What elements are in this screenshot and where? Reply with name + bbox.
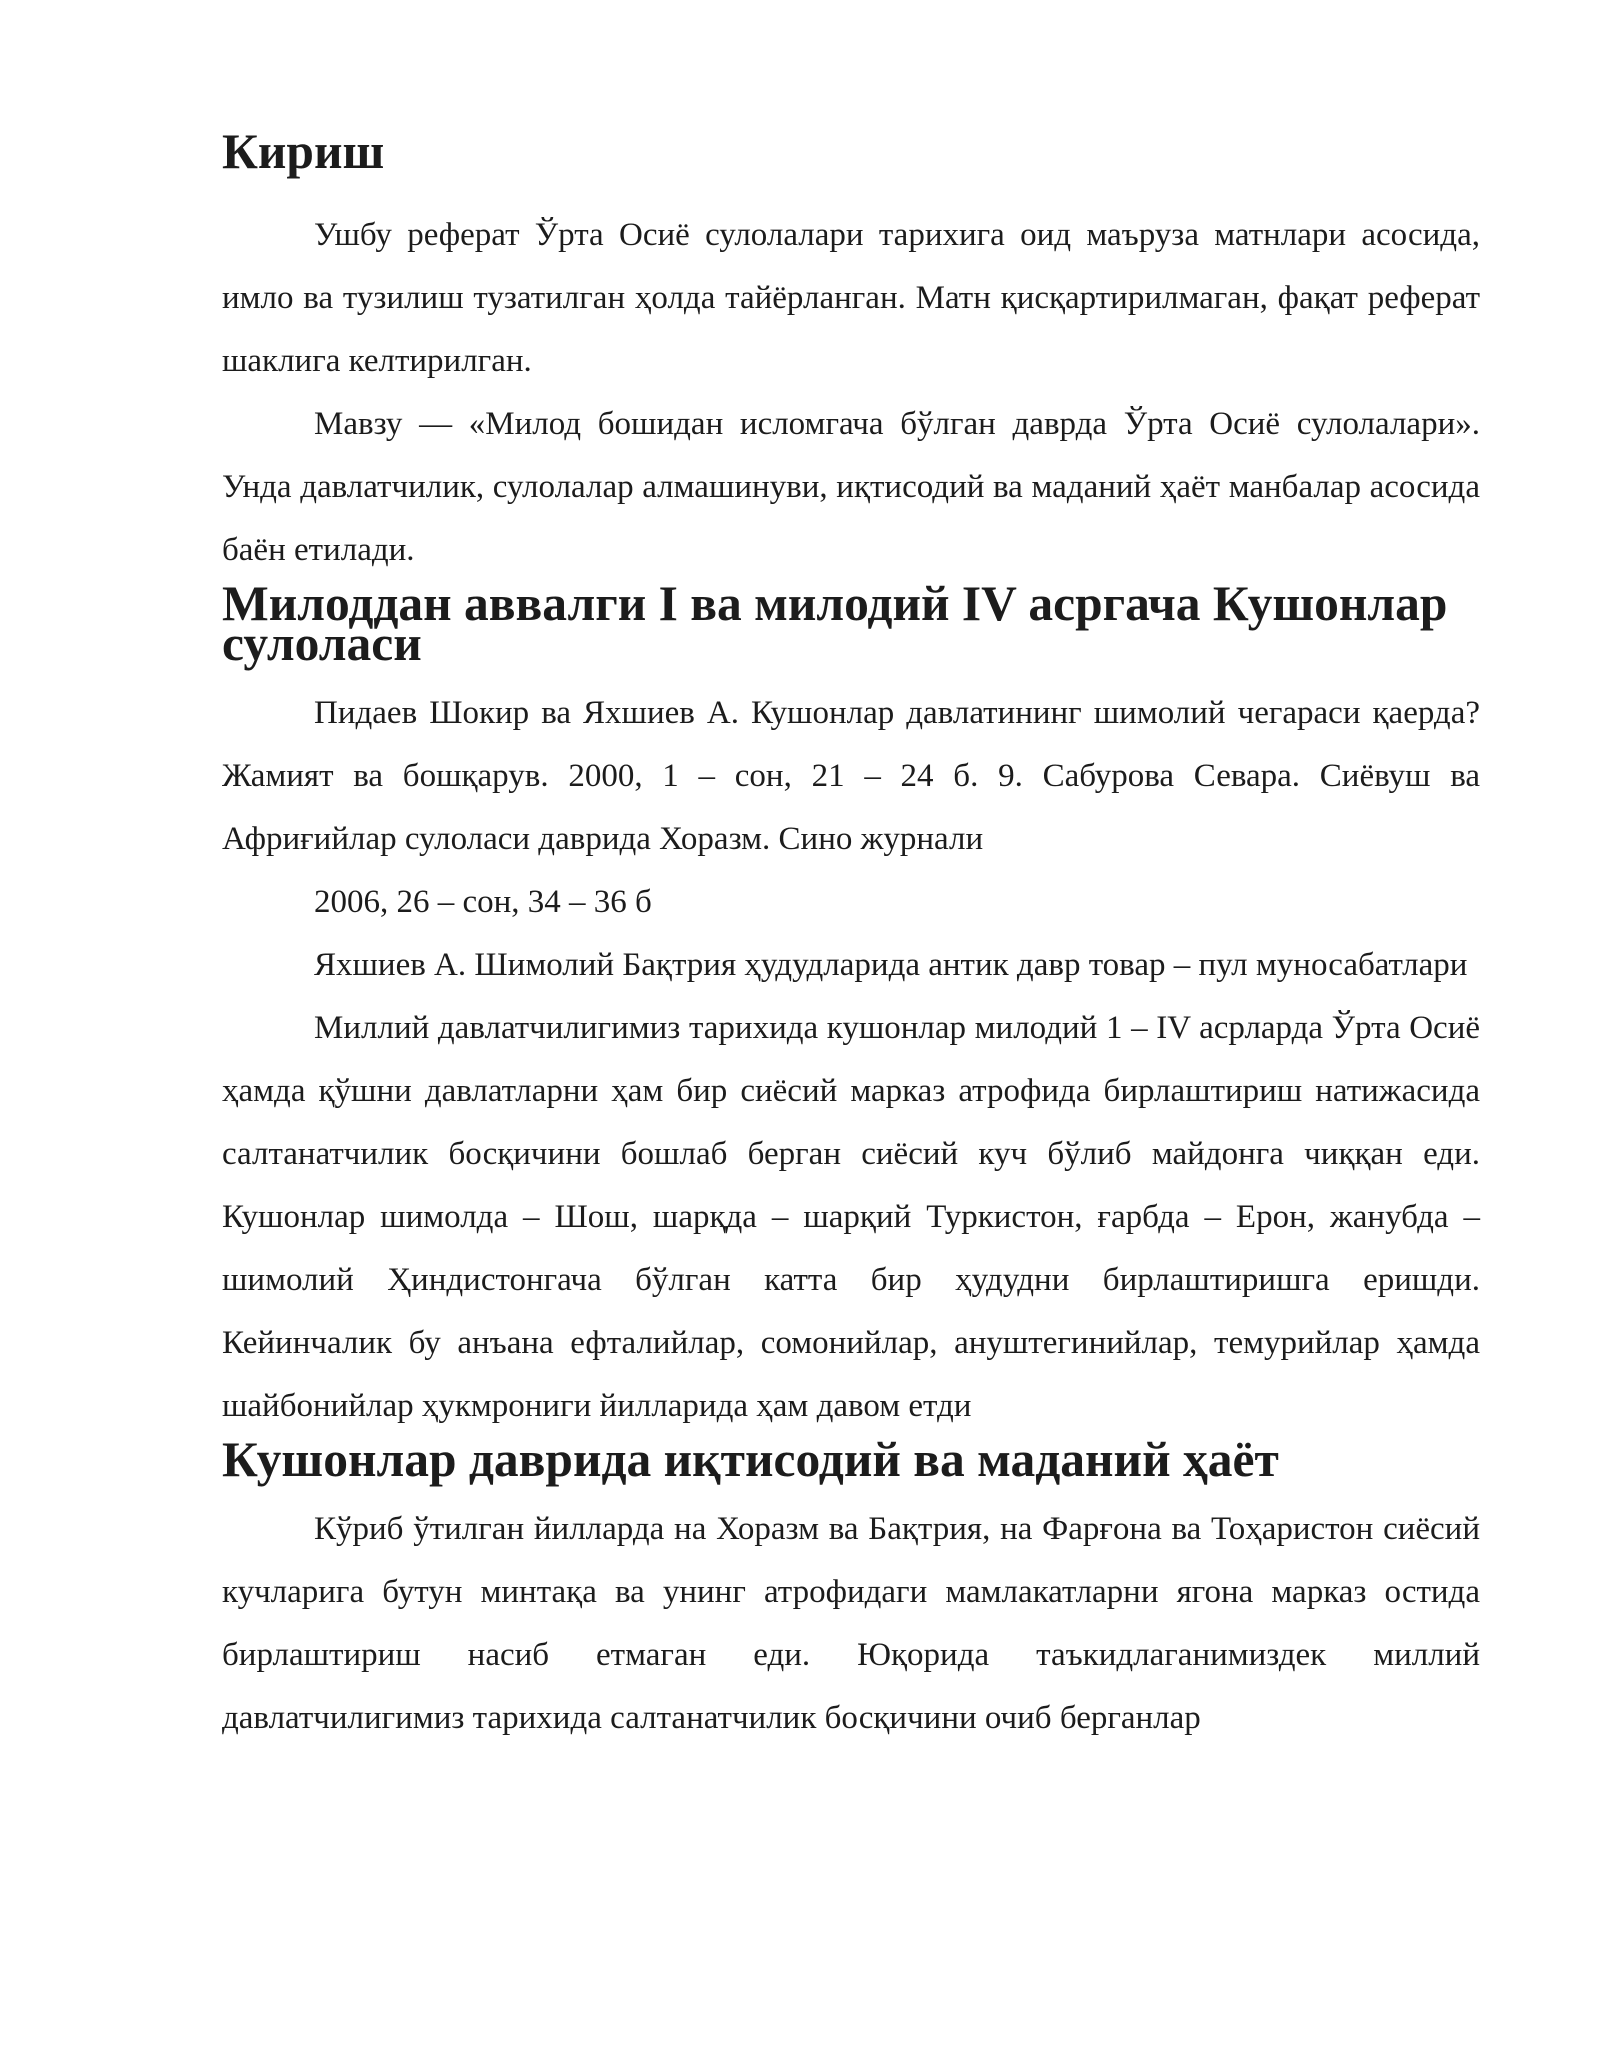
section-1-paragraph-4: Миллий давлатчилигимиз тарихида кушонлар милодий 1 – IV асрларда Ўрта Осиё ҳамда қўшни давлатларни ҳам бир сиёсий марказ атрофида бирлаштириш натижасида салтанатчилик босқичини бошлаб берган сиёсий куч бўлиб майдонга чиққан еди. Кушонлар шимолда – Шош, шарқда – шарқий Туркистон, ғарбда – Ерон, жанубда – шимолий Ҳиндистонгача бўлган катта бир ҳудудни бирлаштиришга еришди. Кейинчалик бу анъана ефталийлар, сомонийлар, ануштегинийлар, темурийлар ҳамда шайбонийлар ҳукмрониги йилларида ҳам давом етди — [222, 1010, 1480, 1424]
section-1-heading: Милоддан аввалги I ва милодий IV асргача Кушонлар сулоласи — [222, 576, 1448, 671]
section-1-paragraph-3: Яхшиев А. Шимолий Бақтрия ҳудудларида антик давр товар – пул муносабатлари — [314, 947, 1468, 983]
section-1-paragraph-1: Пидаев Шокир ва Яхшиев А. Кушонлар давлатининг шимолий чегараси қаерда? Жамият ва бошқарув. 2000, 1 – сон, 21 – 24 б. 9. Сабурова Севара. Сиёвуш ва Африғийлар сулоласи даврида Хоразм. Сино журнали — [222, 695, 1480, 857]
intro-paragraph-1: Ушбу реферат Ўрта Осиё сулолалари тарихига оид маъруза матнлари асосида, имло ва тузилиш тузатилган ҳолда тайёрланган. Матн қисқартирилмаган, фақат реферат шаклига келтирилган. — [222, 217, 1480, 379]
section-2-heading: Кушонлар даврида иқтисодий ва маданий ҳаёт — [222, 1432, 1279, 1487]
document-page — [222, 124, 1480, 1750]
intro-heading: Кириш — [222, 124, 385, 179]
section-2-paragraph-1: Кўриб ўтилган йилларда на Хоразм ва Бақтрия, на Фарғона ва Тоҳаристон сиёсий кучларига бутун минтақа ва унинг атрофидаги мамлакатларни ягона марказ остида бирлаштириш насиб етмаган еди. Юқорида таъкидлаганимиздек миллий давлатчилигимиз тарихида салтанатчилик босқичини очиб берганлар — [222, 1511, 1480, 1736]
intro-paragraph-2: Мавзу — «Милод бошидан исломгача бўлган даврда Ўрта Осиё сулолалари». Унда давлатчилик, сулолалар алмашинуви, иқтисодий ва маданий ҳаёт манбалар асосида баён етилади. — [222, 406, 1480, 568]
section-1-paragraph-2: 2006, 26 – сон, 34 – 36 б — [314, 884, 652, 920]
